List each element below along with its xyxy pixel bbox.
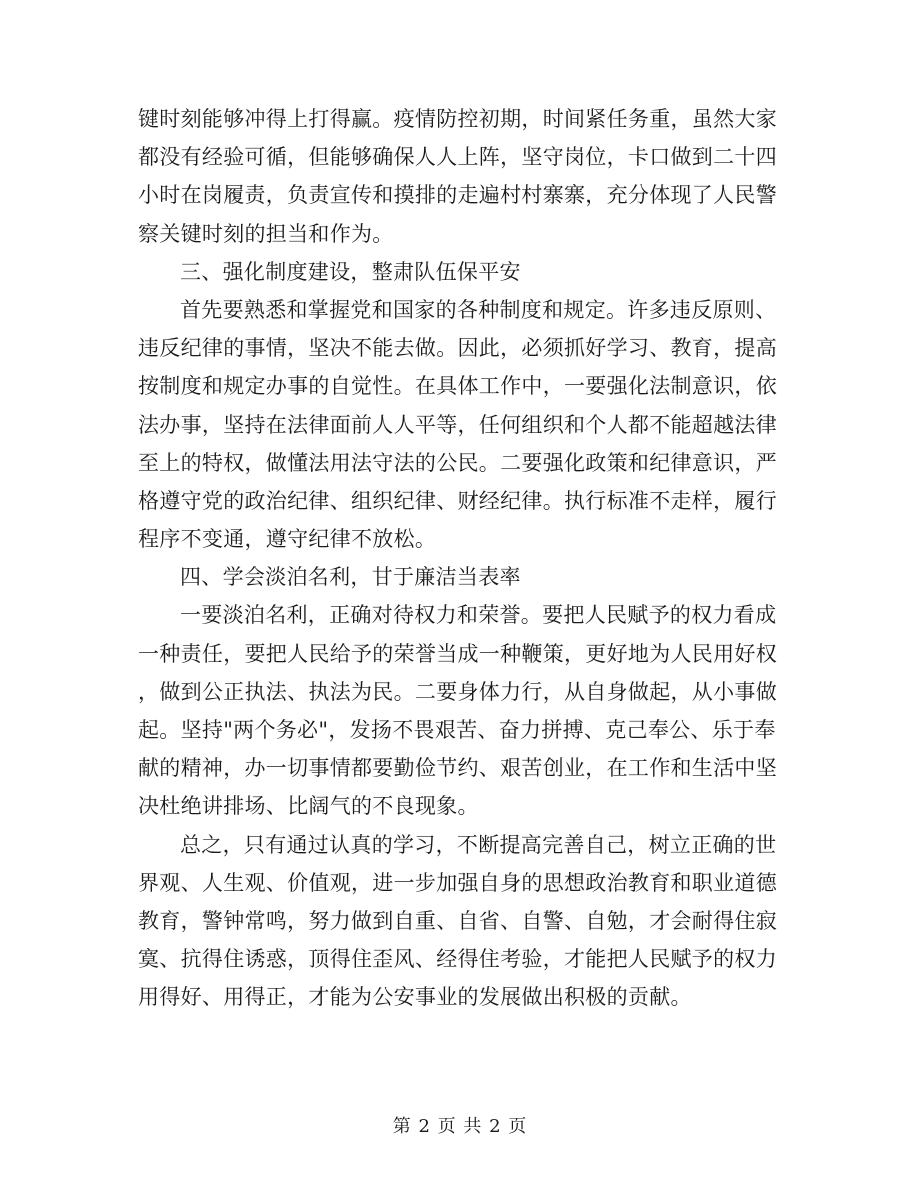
text-line: 一要淡泊名利，正确对待权力和荣誉。要把人民赋予的权力看成	[180, 603, 777, 628]
text-line: 键时刻能够冲得上打得赢。疫情防控初期，时间紧任务重，虽然大家	[138, 107, 777, 131]
text-line: 格遵守党的政治纪律、组织纪律、财经纪律。执行标准不走样，履行	[138, 488, 777, 513]
page-number-label: 第 2 页 共 2 页	[392, 1116, 528, 1137]
text-line: 教育，警钟常鸣，努力做到自重、自省、自警、自勉，才会耐得住寂	[138, 908, 777, 933]
text-line: 献的精神，办一切事情都要勤俭节约、艰苦创业，在工作和生活中坚	[138, 756, 777, 781]
text-line: 都没有经验可循，但能够确保人人上阵，坚守岗位，卡口做到二十四	[138, 145, 777, 170]
text-line: 界观、人生观、价值观，进一步加强自身的思想政治教育和职业道德	[138, 870, 777, 895]
page-footer	[0, 1112, 920, 1138]
text-line: ，做到公正执法、执法为民。二要身体力行，从自身做起，从小事做	[138, 679, 777, 704]
section-heading-3: 三、强化制度建设，整肃队伍保平安	[180, 259, 521, 284]
text-line: 察关键时刻的担当和作为。	[138, 221, 394, 246]
text-line: 一种责任，要把人民给予的荣誉当成一种鞭策，更好地为人民用好权	[138, 641, 777, 666]
section-heading-4: 四、学会淡泊名利，甘于廉洁当表率	[180, 565, 521, 590]
text-line: 决杜绝讲排场、比阔气的不良现象。	[138, 794, 479, 819]
text-line: 法办事，坚持在法律面前人人平等，任何组织和个人都不能超越法律	[138, 412, 777, 437]
text-line: 首先要熟悉和掌握党和国家的各种制度和规定。许多违反原则、	[180, 297, 777, 322]
text-line: 小时在岗履责，负责宣传和摸排的走遍村村寨寨，充分体现了人民警	[138, 183, 777, 208]
text-line: 程序不变通，遵守纪律不放松。	[138, 527, 437, 552]
text-line: 至上的特权，做懂法用法守法的公民。二要强化政策和纪律意识，严	[138, 450, 777, 475]
text-line: 起。坚持"两个务必"，发扬不畏艰苦、奋力拼搏、克己奉公、乐于奉	[138, 718, 776, 742]
document-body	[138, 100, 798, 1017]
text-line: 违反纪律的事情，坚决不能去做。因此，必须抓好学习、教育，提高	[138, 336, 777, 361]
text-line: 按制度和规定办事的自觉性。在具体工作中，一要强化法制意识，依	[138, 374, 777, 399]
text-line: 总之，只有通过认真的学习，不断提高完善自己，树立正确的世	[180, 832, 777, 857]
text-line: 用得好、用得正，才能为公安事业的发展做出积极的贡献。	[138, 985, 692, 1010]
text-line: 寞、抗得住诱惑，顶得住歪风、经得住考验，才能把人民赋予的权力	[138, 947, 777, 972]
